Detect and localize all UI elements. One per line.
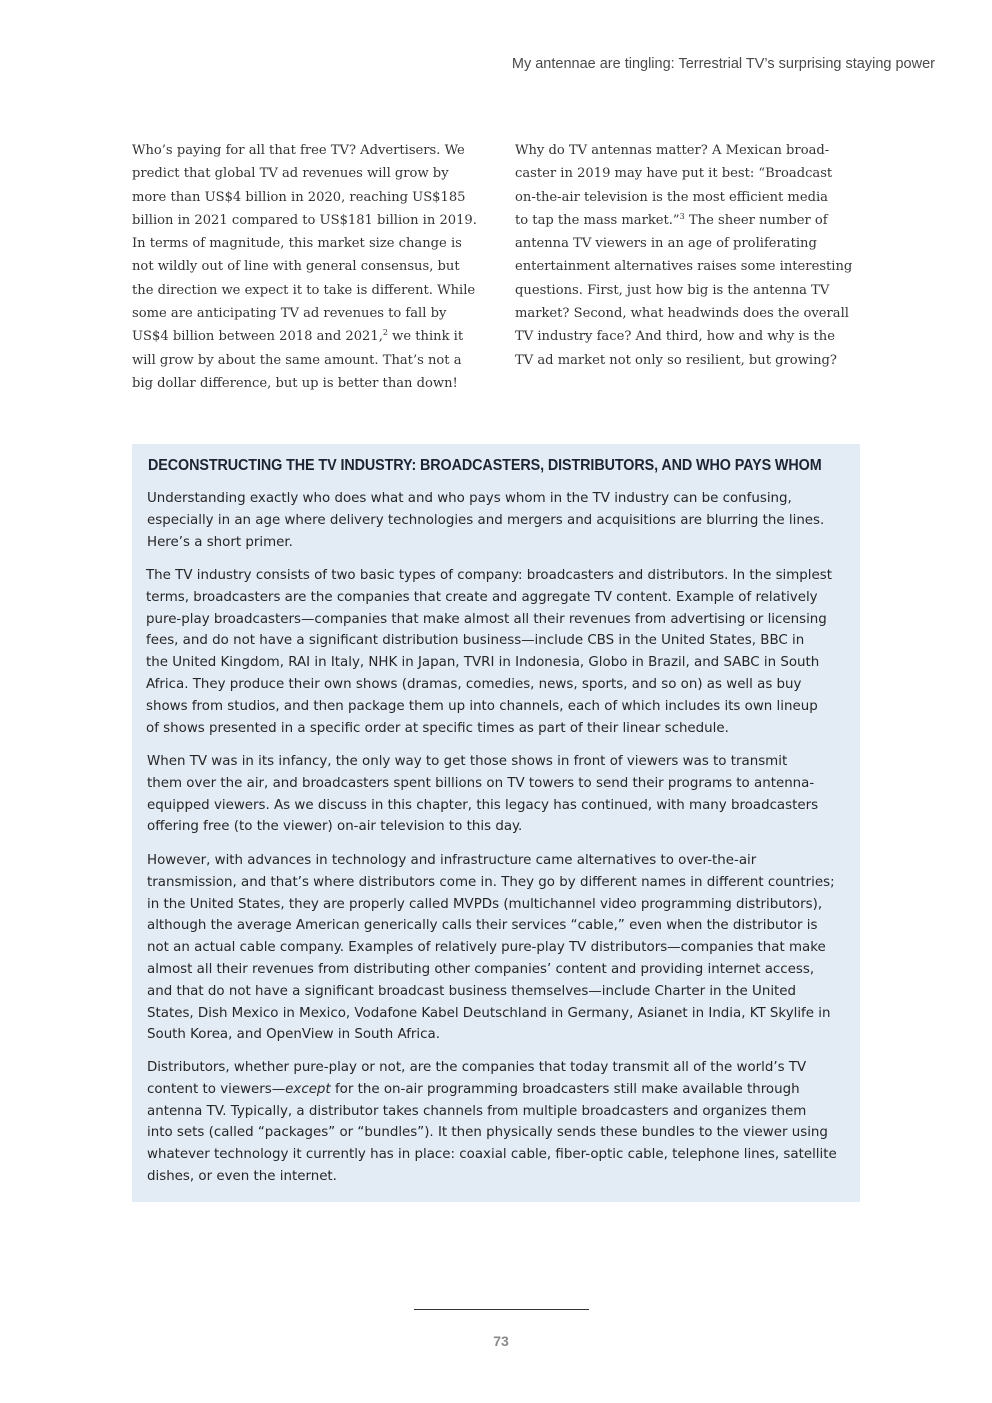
text-line: Distributors, whether pure-play or not, are the companies that today transmit all of the world’s TV xyxy=(147,1060,807,1075)
page-number: 73 xyxy=(493,1333,509,1349)
text-line: antenna TV. Typically, a distributor takes channels from multiple broadcasters and organizes them xyxy=(147,1103,807,1119)
text-line: terms, broadcasters are the companies that create and aggregate TV content. Example of relatively xyxy=(146,589,818,605)
text-segment: we think it xyxy=(387,329,464,345)
text-line: not an actual cable company. Examples of relatively pure-play TV distributors—companies that make xyxy=(147,940,826,956)
text-line: especially in an age where delivery technologies and mergers and acquisitions are blurring the lines. xyxy=(147,512,825,528)
text-line: TV ad market not only so resilient, but growing? xyxy=(515,352,837,368)
sidebar-paragraph-4 xyxy=(147,850,859,1046)
text-line: The TV industry consists of two basic types of company: broadcasters and distributors. In the simplest xyxy=(146,568,832,583)
text-line: will grow by about the same amount. That’s not a xyxy=(132,352,462,368)
text-line: on-the-air television is the most efficient media xyxy=(515,189,828,205)
text-line: the direction we expect it to take is different. While xyxy=(132,282,476,298)
text-line: TV industry face? And third, how and why is the xyxy=(515,329,835,345)
sidebar-paragraph-3 xyxy=(147,751,859,838)
text-segment: content to viewers— xyxy=(147,1081,286,1097)
text-line-with-emphasis xyxy=(147,1079,859,1101)
text-line: Africa. They produce their own shows (dramas, comedies, news, sports, and so on) as well as buy xyxy=(146,676,802,692)
text-line: entertainment alternatives raises some interesting xyxy=(515,259,853,275)
sidebar-title: DECONSTRUCTING THE TV INDUSTRY: BROADCASTERS, DISTRIBUTORS, AND WHO PAYS WHOM xyxy=(148,457,822,474)
text-line: Here’s a short primer. xyxy=(147,534,293,550)
text-line: offering free (to the viewer) on-air television to this day. xyxy=(147,819,523,835)
text-line: pure-play broadcasters—companies that make almost all their revenues from advertising or licensing xyxy=(146,611,827,627)
emphasis-text: except xyxy=(285,1081,331,1097)
intro-left-column xyxy=(132,139,482,395)
text-line: some are anticipating TV ad revenues to fall by xyxy=(132,306,447,322)
text-line: and that do not have a significant broadcast business themselves—include Charter in the United xyxy=(147,983,797,999)
text-line: into sets (called “packages” or “bundles”). It then physically sends these bundles to the viewer using xyxy=(147,1125,828,1141)
text-line: States, Dish Mexico in Mexico, Vodafone Kabel Deutschland in Germany, Asianet in India, KT Skylife in xyxy=(147,1005,831,1021)
text-line-with-footnote xyxy=(132,325,482,348)
text-line: questions. First, just how big is the antenna TV xyxy=(515,282,830,298)
sidebar-paragraph-1 xyxy=(147,488,859,553)
text-line-with-footnote xyxy=(515,209,860,232)
text-segment: to tap the mass market.” xyxy=(515,212,680,228)
text-line: When TV was in its infancy, the only way to get those shows in front of viewers was to transmit xyxy=(147,754,788,769)
text-line: almost all their revenues from distributing other companies’ content and providing internet access, xyxy=(147,961,815,977)
text-segment: The sheer number of xyxy=(684,212,828,228)
text-line: the United Kingdom, RAI in Italy, NHK in Japan, TVRI in Indonesia, Globo in Brazil, and SABC in South xyxy=(146,655,820,671)
sidebar-paragraph-5 xyxy=(147,1057,859,1188)
text-line: antenna TV viewers in an age of proliferating xyxy=(515,236,817,252)
text-line: Why do TV antennas matter? A Mexican broad- xyxy=(515,143,830,158)
text-line: not wildly out of line with general consensus, but xyxy=(132,259,460,275)
sidebar-paragraph-2 xyxy=(146,565,858,739)
text-line: more than US$4 billion in 2020, reaching US$185 xyxy=(132,189,466,205)
text-line: market? Second, what headwinds does the overall xyxy=(515,306,849,322)
sidebar-box xyxy=(132,444,860,1202)
footnote-ref[interactable]: 2 xyxy=(382,328,388,338)
text-segment: for the on-air programming broadcasters still make available through xyxy=(330,1081,800,1097)
text-line: However, with advances in technology and infrastructure came alternatives to over-the-air xyxy=(147,853,757,868)
text-line: South Korea, and OpenView in South Africa. xyxy=(147,1027,440,1043)
text-line: of shows presented in a specific order at specific times as part of their linear schedule. xyxy=(146,720,729,736)
intro-right-column xyxy=(515,139,860,372)
text-line: Understanding exactly who does what and who pays whom in the TV industry can be confusing, xyxy=(147,491,792,506)
text-line: whatever technology it currently has in place: coaxial cable, fiber-optic cable, telephone lines, satellite xyxy=(147,1147,837,1163)
text-line: equipped viewers. As we discuss in this chapter, this legacy has continued, with many broadcasters xyxy=(147,797,819,813)
running-header: My antennae are tingling: Terrestrial TV’s surprising staying power xyxy=(511,56,935,72)
text-line: dishes, or even the internet. xyxy=(147,1168,337,1184)
text-line: in the United States, they are properly called MVPDs (multichannel video programming distributors), xyxy=(147,896,823,912)
text-line: shows from studios, and then package them up into channels, each of which includes its own lineup xyxy=(146,698,818,714)
footnote-ref[interactable]: 3 xyxy=(679,211,685,221)
text-line: transmission, and that’s where distributors come in. They go by different names in different countries; xyxy=(147,874,835,890)
footer-divider xyxy=(414,1309,589,1310)
text-line: big dollar difference, but up is better than down! xyxy=(132,375,458,391)
text-line: In terms of magnitude, this market size change is xyxy=(132,236,462,252)
text-line: predict that global TV ad revenues will grow by xyxy=(132,166,449,182)
text-line: although the average American generically calls their services “cable,” even when the distributor is xyxy=(147,918,818,934)
text-line: them over the air, and broadcasters spent billions on TV towers to send their programs to antenna- xyxy=(147,775,815,791)
text-line: billion in 2021 compared to US$181 billion in 2019. xyxy=(132,212,477,228)
text-segment: US$4 billion between 2018 and 2021, xyxy=(132,329,383,345)
text-line: caster in 2019 may have put it best: “Broadcast xyxy=(515,166,833,182)
text-line: Who’s paying for all that free TV? Advertisers. We xyxy=(132,143,465,158)
text-line: fees, and do not have a significant distribution business—include CBS in the United States, BBC in xyxy=(146,633,805,649)
